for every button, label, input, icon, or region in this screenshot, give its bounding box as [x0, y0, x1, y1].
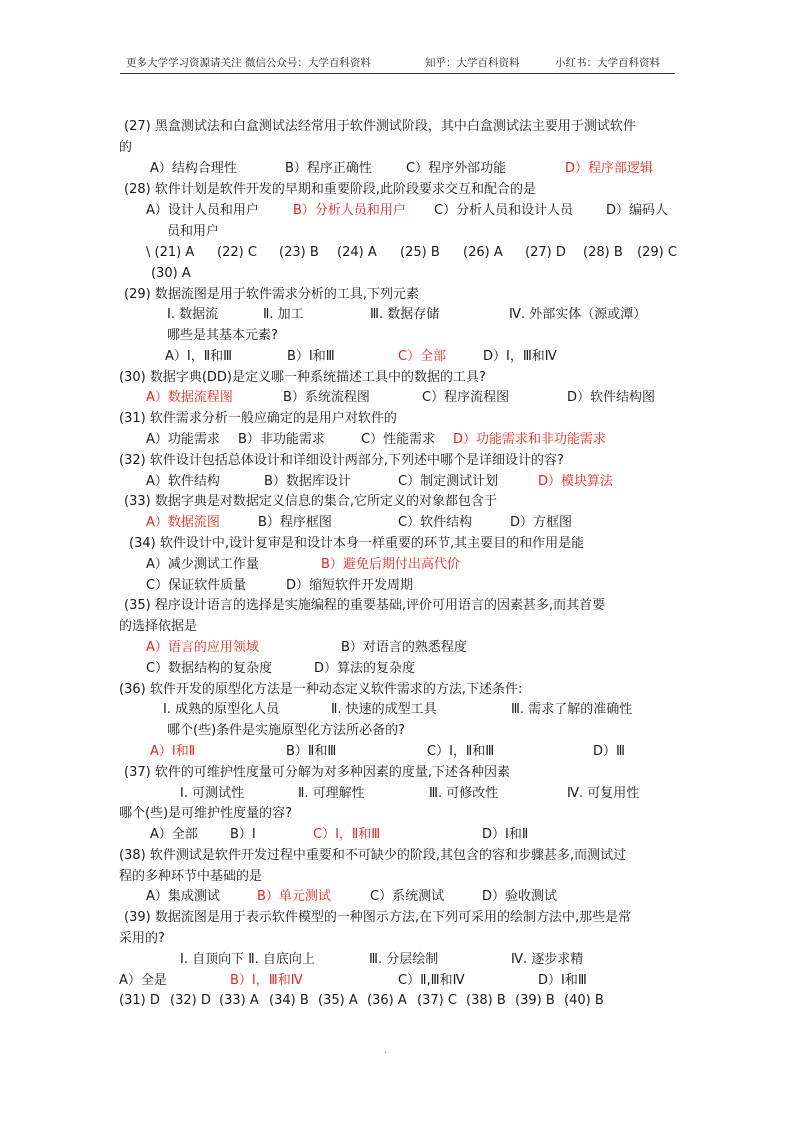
answer-item: (26) A [463, 245, 503, 260]
option-d: D）缩短软件开发周期 [286, 578, 414, 593]
question-text: 哪些是其基本元素? [167, 328, 278, 343]
option-b: B）程序正确性 [285, 161, 372, 176]
item-i: Ⅰ. 成熟的原型化人员 [163, 702, 280, 717]
option-c: C）性能需求 [361, 432, 436, 447]
option-a: A）设计人员和用户 [146, 203, 259, 218]
header-middle-text: 知乎：大学百科资料 [425, 57, 520, 69]
option-b-answer: B）分析人员和用户 [293, 203, 406, 218]
question-text: 程的多种环节中基础的是 [119, 869, 263, 884]
item-i: I. 数据流 [167, 307, 219, 322]
item-iv: Ⅳ. 逐步求精 [511, 952, 584, 967]
question-text: (29) 数据流图是用于软件需求分析的工具,下列元素 [124, 287, 419, 302]
answer-item: (37) C [417, 993, 457, 1008]
answer-item: (33) A [219, 993, 259, 1008]
question-text: (33) 数据字典是对数据定义信息的集合,它所定义的对象都包含于 [124, 494, 497, 509]
option-a: A）结构合理性 [150, 161, 237, 176]
option-c-answer: C）Ⅰ，Ⅱ和Ⅲ [313, 827, 381, 842]
answer-item: (38) B [466, 993, 506, 1008]
answer-item: (32) D [170, 993, 211, 1008]
option-d-answer: D）程序部逻辑 [565, 161, 654, 176]
option-b-answer: B）避免后期付出高代价 [321, 557, 460, 572]
footer-mark: . [384, 1046, 387, 1055]
option-d: D）Ⅰ和Ⅲ [538, 973, 587, 988]
option-b: B）Ⅰ和Ⅲ [287, 349, 335, 364]
item-iv: Ⅳ. 可复用性 [567, 786, 640, 801]
answer-item: (34) B [269, 993, 309, 1008]
option-a-answer: A）数据流程图 [146, 390, 233, 405]
option-b: B）数据库设计 [264, 474, 351, 489]
option-a: A）软件结构 [146, 474, 220, 489]
question-text: (34) 软件设计中,设计复审是和设计本身一样重要的环节,其主要目的和作用是能 [129, 536, 585, 551]
answer-item: (25) B [400, 245, 440, 260]
option-c: C）保证软件质量 [146, 578, 247, 593]
option-b-answer: B）单元测试 [257, 889, 331, 904]
option-c: C）制定测试计划 [398, 474, 499, 489]
answer-item: (36) A [367, 993, 407, 1008]
option-d: D）Ⅲ [593, 744, 625, 759]
answer-item: (39) B [515, 993, 555, 1008]
question-text: (27) 黑盒测试法和白盒测试法经常用于软件测试阶段，其中白盒测试法主要用于测试软件 [124, 119, 636, 134]
item-iii: Ⅲ. 需求了解的准确性 [511, 702, 633, 717]
answer-item: (31) D [119, 993, 160, 1008]
question-text: (39) 数据流图是用于表示软件模型的一种图示方法,在下列可采用的绘制方法中,那些是常 [124, 910, 632, 925]
question-text: 哪个(些)条件是实施原型化方法所必备的? [167, 723, 406, 738]
option-c: C）程序外部功能 [406, 161, 507, 176]
option-a: A）全部 [150, 827, 198, 842]
option-d-answer: D）模块算法 [538, 474, 614, 489]
option-b: B）对语言的熟悉程度 [341, 640, 467, 655]
option-d: D）Ⅰ，Ⅲ和Ⅳ [483, 349, 557, 364]
question-text: 的选择依据是 [119, 619, 198, 634]
option-a-answer: A）数据流图 [146, 515, 220, 530]
header-left-text: 更多大学学习资源请关注 微信公众号：大学百科资料 [126, 57, 371, 69]
option-d: D）方框图 [510, 515, 573, 530]
option-c: C）数据结构的复杂度 [146, 661, 273, 676]
answer-item: (30) A [151, 266, 191, 281]
page-header [120, 53, 675, 74]
item-iii: Ⅲ. 分层绘制 [369, 952, 439, 967]
option-b: B）程序框图 [258, 515, 332, 530]
item-iv: Ⅳ. 外部实体（源或潭） [509, 307, 647, 322]
option-a-answer: A）语言的应用领域 [146, 640, 259, 655]
item-ii: Ⅱ. 加工 [263, 307, 304, 322]
question-text: (36) 软件开发的原型化方法是一种动态定义软件需求的方法,下述条件: [119, 682, 523, 697]
option-d: D）算法的复杂度 [314, 661, 416, 676]
option-d: D）验收测试 [482, 889, 558, 904]
question-text: (35) 程序设计语言的选择是实施编程的重要基础,评价可用语言的因素甚多,而其首要 [124, 598, 606, 613]
option-a: A）减少测试工作量 [146, 557, 259, 572]
option-d: D）Ⅰ和Ⅱ [482, 827, 529, 842]
option-b: B）非功能需求 [238, 432, 325, 447]
header-right-text: 小红书：大学百科资料 [555, 57, 660, 69]
option-c: C）Ⅱ,Ⅲ和Ⅳ [398, 973, 465, 988]
question-text: 的 [119, 140, 133, 155]
option-c: C）软件结构 [398, 515, 473, 530]
option-a: A）功能需求 [146, 432, 220, 447]
answer-item: (24) A [337, 245, 377, 260]
option-b: B）系统流程图 [283, 390, 370, 405]
answer-item: (22) C [217, 245, 257, 260]
item-ii: Ⅱ. 快速的成型工具 [331, 702, 437, 717]
answer-item: (29) C [637, 245, 677, 260]
option-c: C）程序流程图 [422, 390, 510, 405]
option-d: D）软件结构图 [567, 390, 656, 405]
question-text: 哪个(些)是可维护性度量的容? [119, 806, 293, 821]
option-d: D）编码人 [606, 203, 669, 218]
question-text: (38) 软件测试是软件开发过程中重要和不可缺少的阶段,其包含的容和步骤甚多,而测试过 [119, 848, 627, 863]
answer-item: \ (21) A [146, 245, 195, 260]
option-b: B）Ⅰ [230, 827, 256, 842]
answer-item: (27) D [525, 245, 566, 260]
answer-item: (40) B [564, 993, 604, 1008]
question-text: (31) 软件需求分析一般应确定的是用户对软件的 [119, 411, 397, 426]
item-i: Ⅰ. 可测试性 [180, 786, 245, 801]
option-c: C）Ⅰ，Ⅱ和Ⅲ [427, 744, 495, 759]
question-text: (37) 软件的可维护性度量可分解为对多种因素的度量,下述各种因素 [124, 765, 510, 780]
option-c: C）分析人员和设计人员 [434, 203, 574, 218]
question-text: (30) 数据字典(DD)是定义哪一种系统描述工具中的数据的工具? [119, 370, 486, 385]
answer-item: (28) B [583, 245, 623, 260]
question-text: (28) 软件计划是软件开发的早期和重要阶段,此阶段要求交互和配合的是 [124, 182, 536, 197]
item-i-ii: Ⅰ. 自顶向下 Ⅱ. 自底向上 [180, 952, 315, 967]
question-text: 采用的? [119, 931, 165, 946]
option-a: A）全是 [119, 973, 167, 988]
item-iii: Ⅲ. 可修改性 [429, 786, 499, 801]
question-text: (32) 软件设计包括总体设计和详细设计两部分,下列述中哪个是详细设计的容? [119, 453, 564, 468]
option-a: A）集成测试 [146, 889, 220, 904]
option-d-answer: D）功能需求和非功能需求 [453, 432, 607, 447]
item-ii: Ⅱ. 可理解性 [298, 786, 365, 801]
option-d-cont: 员和用户 [167, 224, 220, 239]
option-a-answer: A）Ⅰ和Ⅱ [150, 744, 196, 759]
option-b: B）Ⅱ和Ⅲ [286, 744, 337, 759]
option-c-answer: C）全部 [398, 349, 447, 364]
option-b-answer: B）Ⅰ，Ⅲ和Ⅳ [230, 973, 303, 988]
item-iii: Ⅲ. 数据存储 [370, 307, 440, 322]
option-a: A）Ⅰ，Ⅱ和Ⅲ [165, 349, 233, 364]
answer-item: (35) A [318, 993, 358, 1008]
answer-item: (23) B [279, 245, 319, 260]
option-c: C）系统测试 [370, 889, 445, 904]
